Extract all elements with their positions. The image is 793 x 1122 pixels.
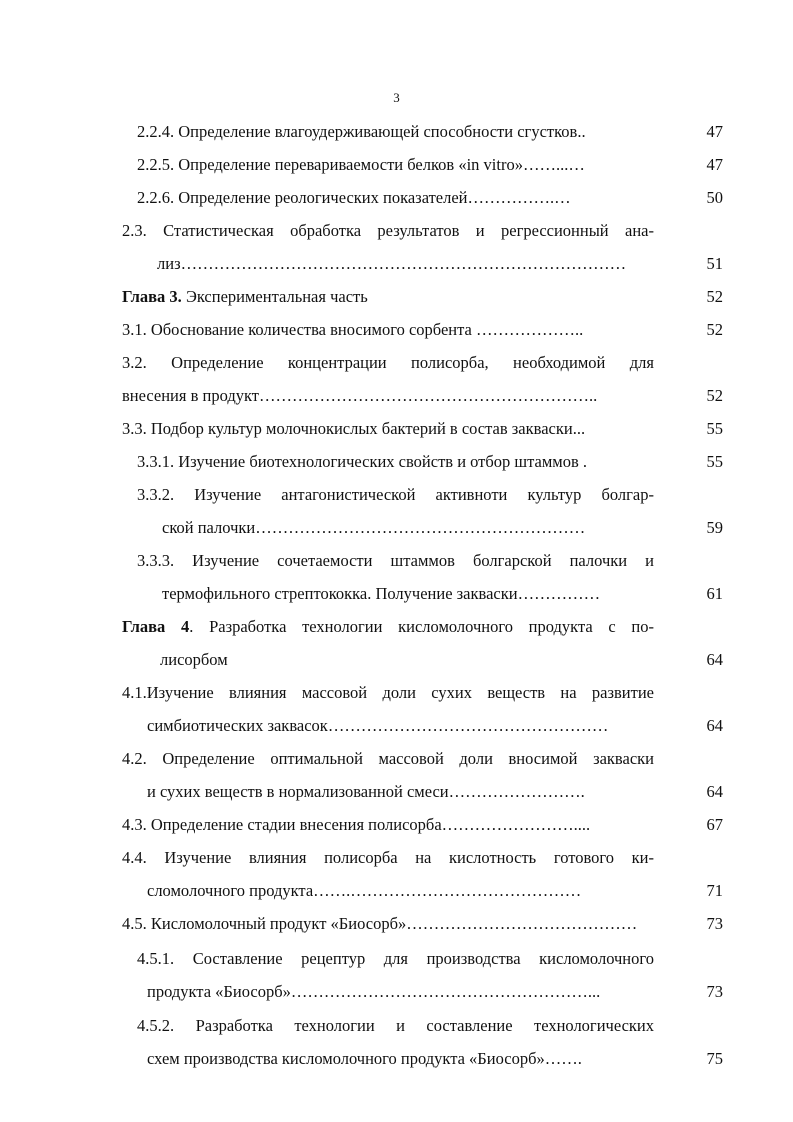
toc-entry-title-cont: и сухих веществ в нормализованной смеси……………………. (147, 782, 585, 801)
toc-entry-page: 50 (706, 188, 723, 207)
toc-entry-page: 73 (706, 914, 723, 933)
toc-entry-page: 67 (706, 815, 723, 834)
toc-entry-title: 3.3.2. Изучение антагонистической активноти культур болгар- (137, 485, 654, 504)
toc-entry-title: 4.4. Изучение влияния полисорба на кислотность готового ки- (122, 848, 654, 867)
toc-entry-page: 75 (706, 1049, 723, 1068)
toc-entry-title: 3.3.1. Изучение биотехнологических свойств и отбор штаммов . (137, 452, 588, 471)
toc-entry-title: 4.3. Определение стадии внесения полисорба…………………….... (122, 815, 591, 834)
toc-entry-page: 47 (706, 122, 723, 141)
toc-entry-title-cont: ской палочки…………………………………………………… (162, 518, 586, 537)
toc-entry-title-cont: сломолочного продукта…….…………………………………… (147, 881, 582, 900)
toc-chapter-title (122, 287, 368, 307)
toc-chapter-title-cont: лисорбом (160, 650, 228, 669)
toc-entry-page: 55 (706, 452, 723, 471)
toc-entry-title: 4.2. Определение оптимальной массовой доли вносимой закваски (122, 749, 654, 768)
toc-entry-title: 3.2. Определение концентрации полисорба, необходимой для (122, 353, 654, 372)
page-number: 3 (393, 90, 400, 105)
toc-entry-title-cont: продукта «Биосорб»………………………………………………... (147, 982, 601, 1001)
chapter-label: Глава 4 (122, 617, 190, 636)
toc-entry-title-cont: лиз……………………………………………………………………… (157, 254, 627, 273)
toc-entry-title-cont: схем производства кисломолочного продукта «Биосорб»……. (147, 1049, 582, 1068)
toc-entry-title-cont: симбиотических заквасок…………………………………………… (147, 716, 609, 735)
toc-entry-title: 2.3. Статистическая обработка результатов и регрессионный ана- (122, 221, 654, 240)
toc-entry-title: 4.5.1. Составление рецептур для производства кисломолочного (137, 949, 654, 968)
chapter-title: Экспериментальная часть (181, 287, 368, 306)
toc-entry-page: 52 (706, 386, 723, 405)
toc-entry-title-cont: внесения в продукт…………………………………………………….. (122, 386, 598, 405)
toc-entry-page: 73 (706, 982, 723, 1001)
toc-entry-title: 2.2.4. Определение влагоудерживающей способности сгустков.. (137, 122, 586, 141)
chapter-label: Глава 3. (122, 287, 182, 306)
toc-entry-page: 51 (706, 254, 723, 273)
toc-entry-title: 4.5. Кисломолочный продукт «Биосорб»…………………………………… (122, 914, 638, 933)
toc-entry-title: 4.1.Изучение влияния массовой доли сухих веществ на развитие (122, 683, 654, 702)
toc-entry-page: 59 (706, 518, 723, 537)
toc-entry-page: 71 (706, 881, 723, 900)
toc-chapter-title (122, 617, 654, 637)
chapter-title: . Разработка технологии кисломолочного продукта с по- (189, 617, 654, 636)
toc-entry-page: 61 (706, 584, 723, 603)
toc-entry-page: 47 (706, 155, 723, 174)
toc-entry-page: 64 (706, 716, 723, 735)
toc-entry-page: 52 (706, 287, 723, 306)
toc-entry-title-cont: термофильного стрептококка. Получение закваски…………… (162, 584, 601, 603)
toc-entry-page: 64 (706, 782, 723, 801)
toc-entry-title: 2.2.6. Определение реологических показателей…………….… (137, 188, 571, 207)
toc-entry-title: 2.2.5. Определение перевариваемости белков «in vitro»……...… (137, 155, 585, 174)
toc-entry-page: 55 (706, 419, 723, 438)
toc-entry-page: 52 (706, 320, 723, 339)
toc-entry-title: 3.3. Подбор культур молочнокислых бактерий в состав закваски... (122, 419, 586, 438)
toc-entry-title: 3.3.3. Изучение сочетаемости штаммов болгарской палочки и (137, 551, 654, 570)
toc-entry-title: 3.1. Обоснование количества вносимого сорбента ……………….. (122, 320, 584, 339)
toc-entry-title: 4.5.2. Разработка технологии и составление технологических (137, 1016, 654, 1035)
toc-entry-page: 64 (706, 650, 723, 669)
